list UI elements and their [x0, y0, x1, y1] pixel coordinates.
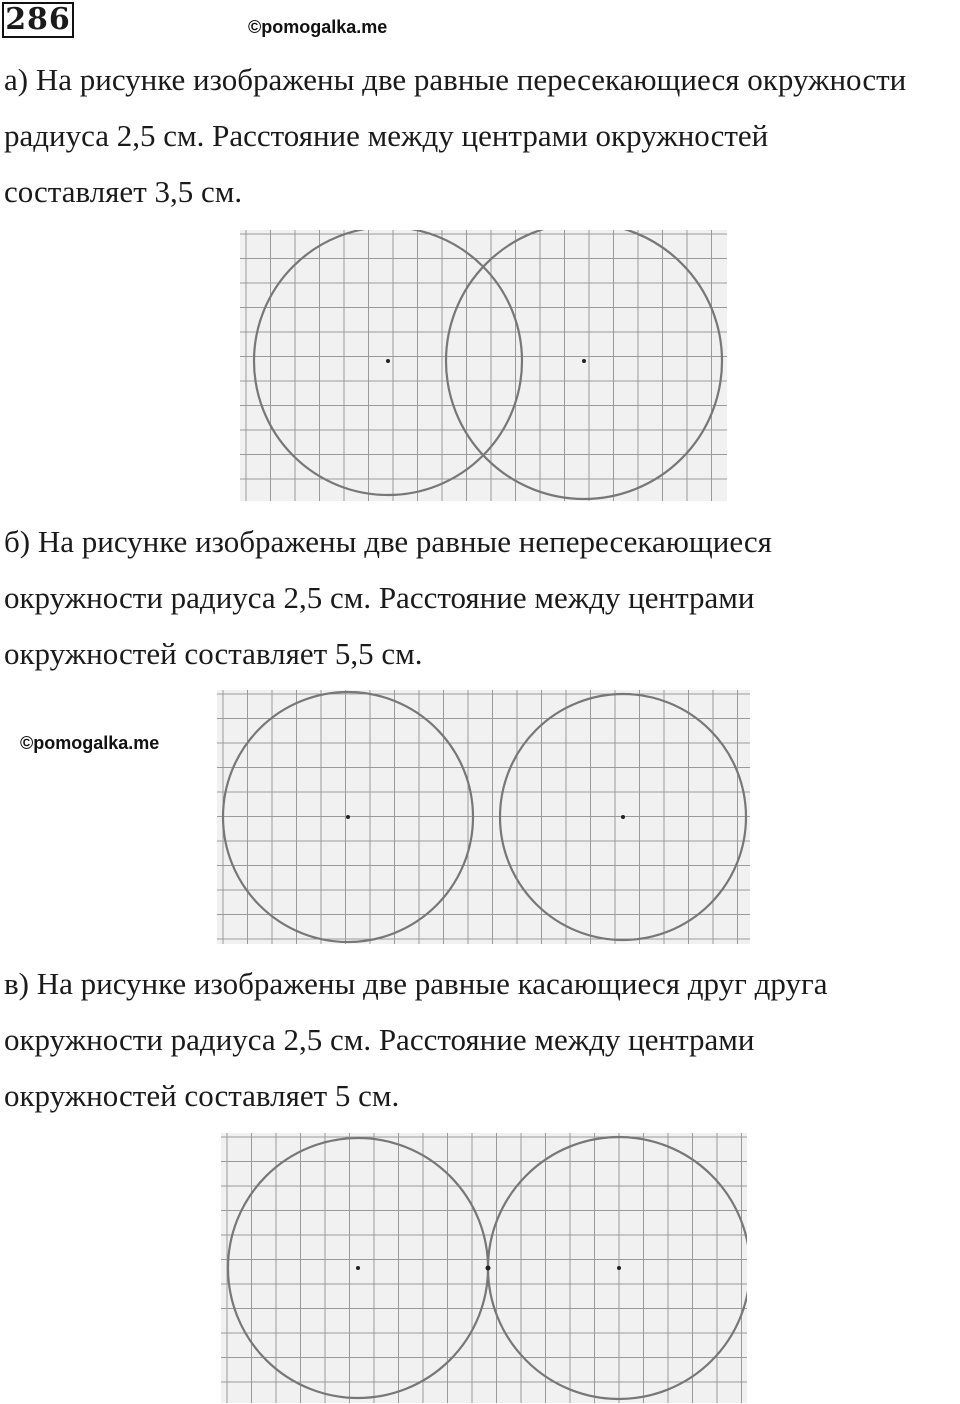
center-point-1	[356, 1266, 360, 1270]
figure-b-drawing	[217, 690, 750, 944]
part-b-line-2: окружности радиуса 2,5 см. Расстояние между центрами	[4, 580, 755, 615]
part-c-line-2: окружности радиуса 2,5 см. Расстояние между центрами	[4, 1022, 755, 1057]
part-c-line-3: окружностей составляет 5 см.	[4, 1078, 400, 1113]
tangent-point	[486, 1266, 491, 1271]
watermark-top: ©pomogalka.me	[248, 17, 388, 37]
part-a-text	[4, 52, 960, 220]
part-b-line-3: окружностей составляет 5,5 см.	[4, 636, 423, 671]
watermark-middle: ©pomogalka.me	[20, 733, 160, 753]
center-point-2	[621, 815, 625, 819]
figure-a-drawing	[240, 230, 727, 501]
figure-intersecting-circles	[240, 230, 727, 501]
part-c-line-1: в) На рисунке изображены две равные касающиеся друг друга	[4, 966, 828, 1001]
part-a-line-3: составляет 3,5 см.	[4, 174, 243, 209]
graph-paper	[240, 230, 727, 501]
center-point-1	[386, 359, 390, 363]
part-b-text	[4, 514, 960, 682]
figure-c-drawing	[221, 1133, 747, 1403]
figure-tangent-circles	[221, 1133, 747, 1403]
figure-separate-circles	[217, 690, 750, 944]
part-a-line-1: а) На рисунке изображены две равные пересекающиеся окружности	[4, 62, 907, 97]
center-point-1	[346, 815, 350, 819]
part-c-text	[4, 956, 960, 1124]
center-point-2	[582, 359, 586, 363]
part-b-line-1: б) На рисунке изображены две равные непересекающиеся	[4, 524, 772, 559]
center-point-2	[617, 1266, 621, 1270]
task-number: 286	[2, 2, 74, 38]
part-a-line-2: радиуса 2,5 см. Расстояние между центрами окружностей	[4, 118, 769, 153]
